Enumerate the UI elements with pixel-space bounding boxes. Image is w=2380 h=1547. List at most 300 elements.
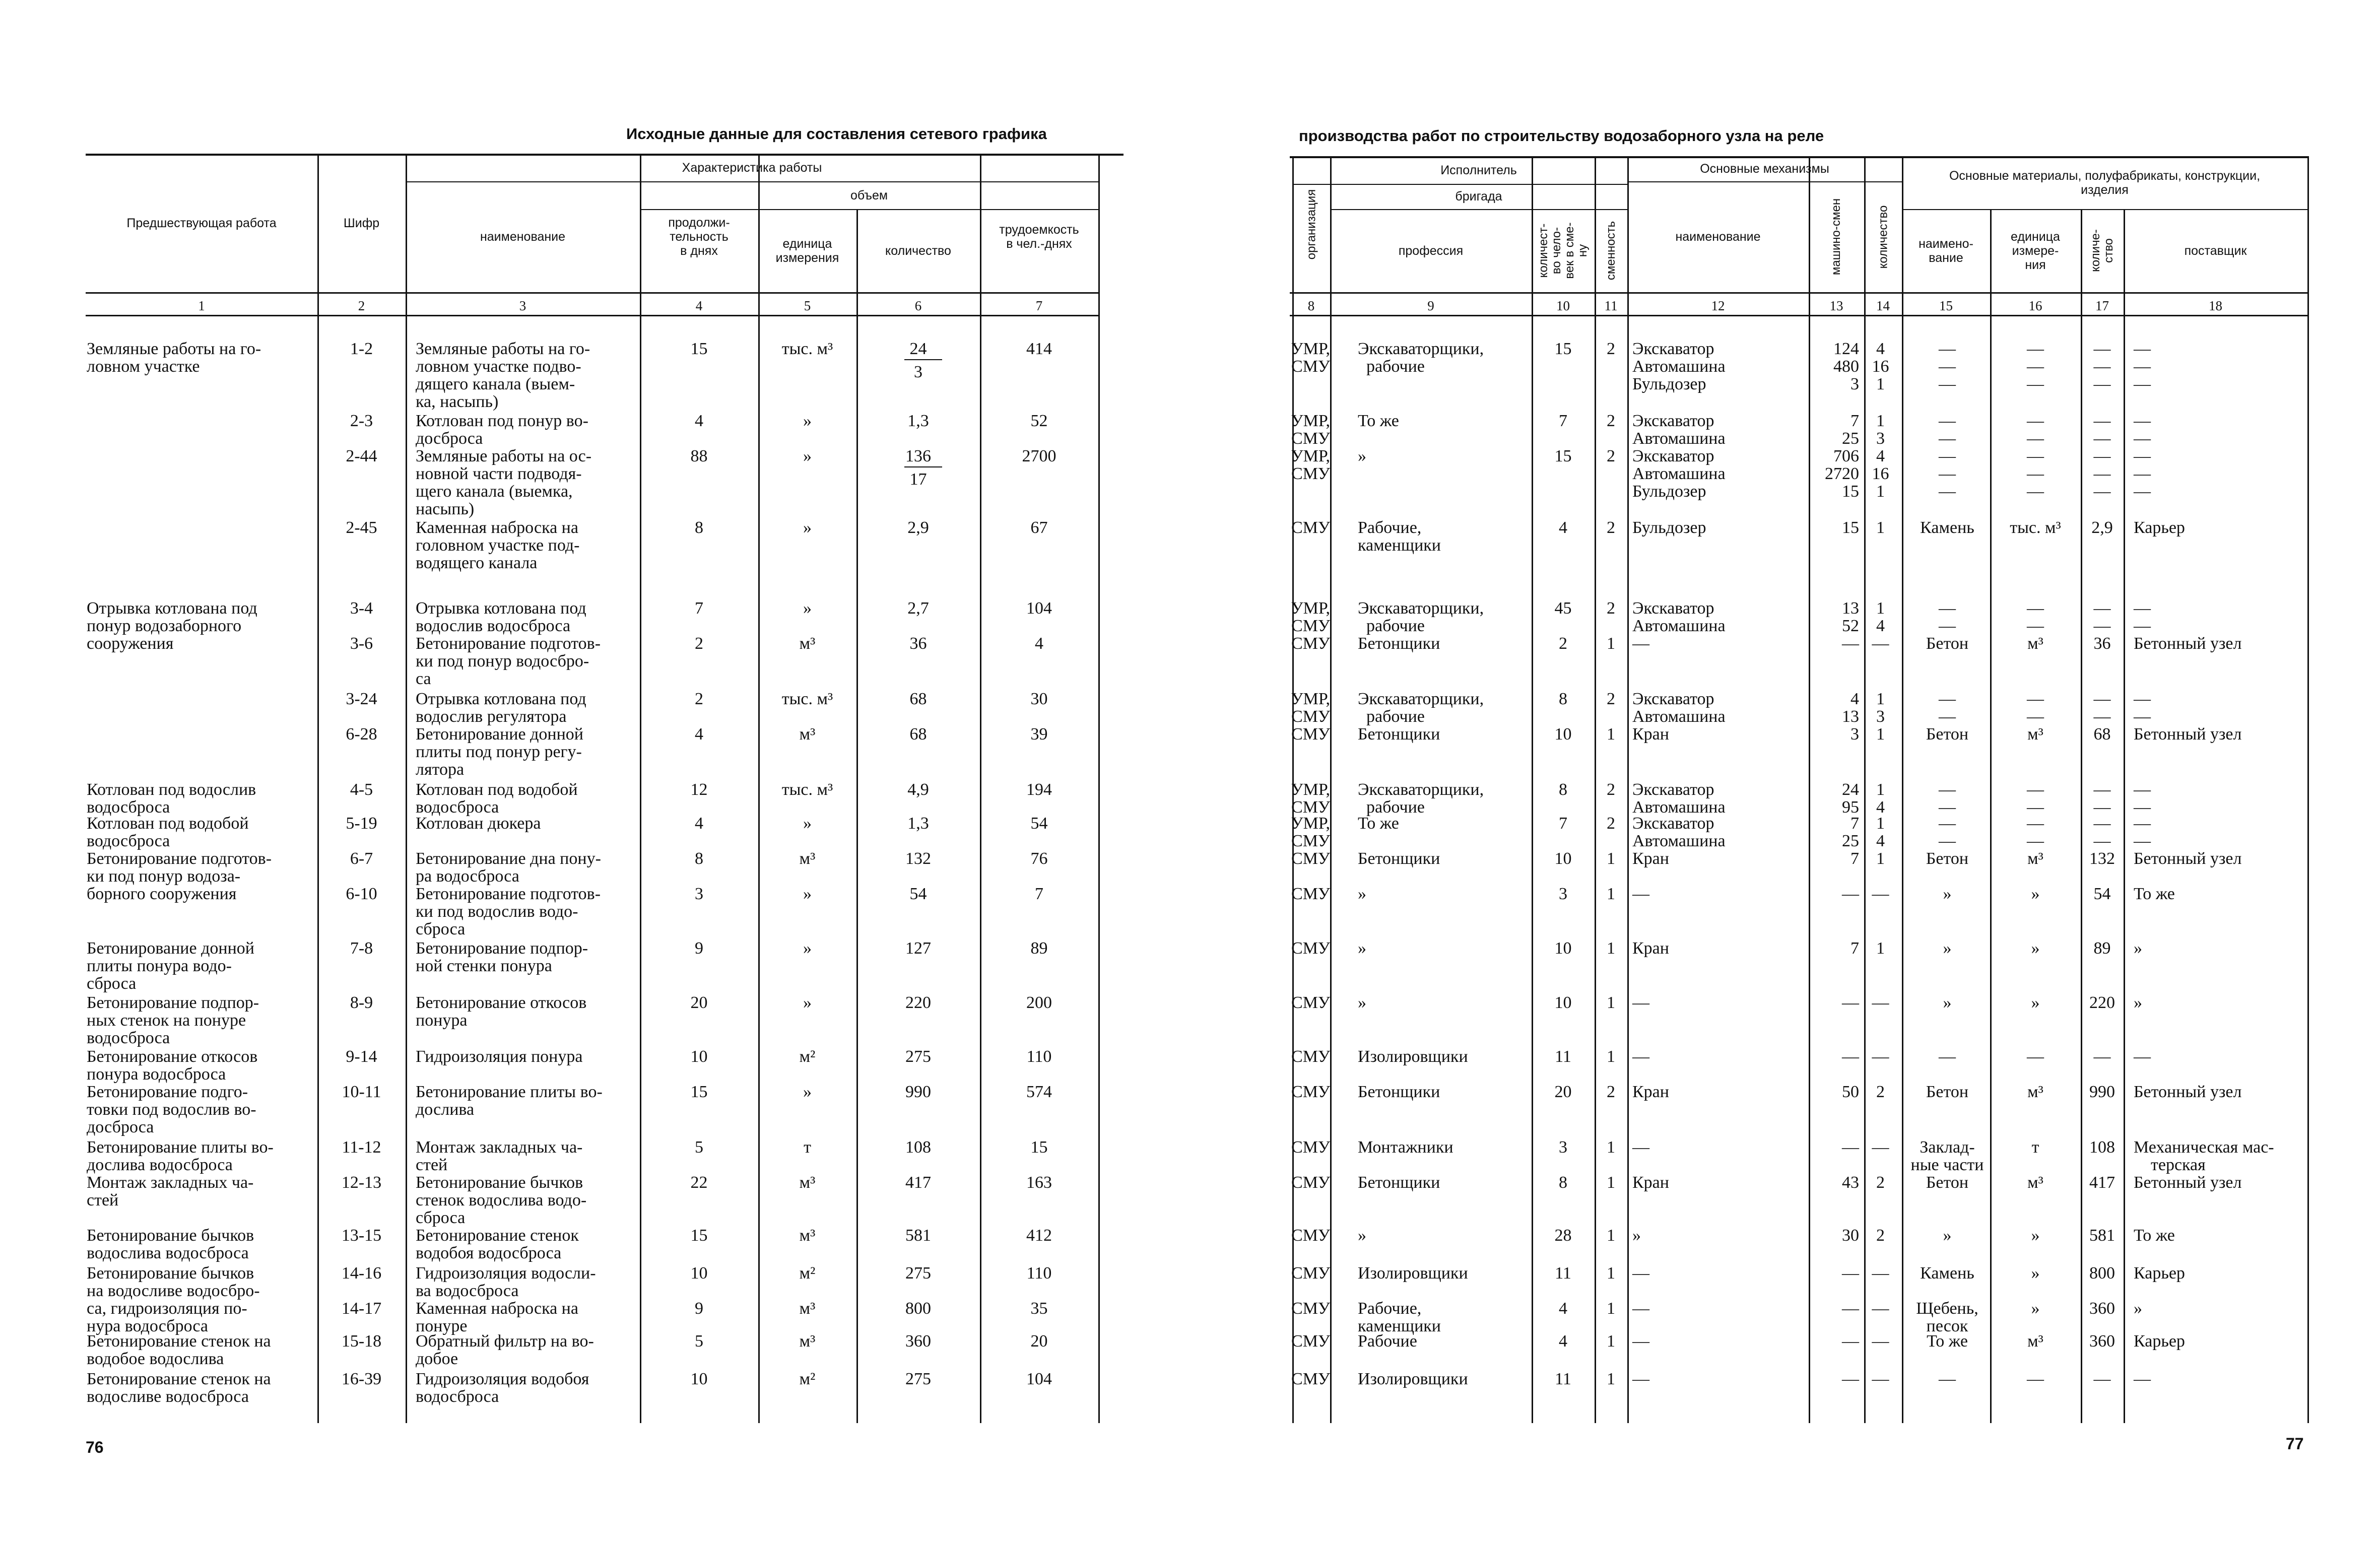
column-number: 1 xyxy=(198,298,205,313)
labor-person-days: 104 xyxy=(1026,1370,1052,1388)
header-material-unit: единица измере- ния xyxy=(2011,229,2060,272)
volume-unit: » xyxy=(803,447,812,465)
labor-person-days: 412 xyxy=(1026,1226,1052,1245)
predecessor-work: Котлован под водобой водосброса xyxy=(87,814,249,850)
material-quantity: 36 xyxy=(2093,634,2111,653)
material-quantity: 89 xyxy=(2093,939,2111,958)
profession: Рабочие, каменщики xyxy=(1358,518,1441,555)
material-name: » xyxy=(1943,885,1952,903)
column-divider xyxy=(2307,156,2309,1423)
material-quantity: 2,9 xyxy=(2091,518,2113,537)
volume-unit: » xyxy=(803,939,812,958)
volume-unit: м³ xyxy=(799,1332,816,1351)
supplier: — xyxy=(2134,1370,2151,1388)
supplier: Бетонный узел xyxy=(2134,849,2242,868)
volume-quantity: 2,7 xyxy=(907,599,929,618)
profession: Изолировщики xyxy=(1358,1370,1468,1388)
work-name: Обратный фильтр на во- добое xyxy=(416,1332,594,1368)
organization: СМУ xyxy=(1291,1264,1330,1283)
supplier: Механическая мас- терская xyxy=(2134,1138,2274,1174)
mechanism-count: — xyxy=(1872,1332,1889,1351)
machine-shifts: 124 480 3 xyxy=(1833,340,1859,393)
people-per-shift: 7 xyxy=(1559,412,1567,430)
volume-quantity: 220 xyxy=(905,993,931,1012)
column-divider xyxy=(1627,156,1629,1423)
labor-person-days: 35 xyxy=(1030,1299,1048,1318)
organization: СМУ xyxy=(1291,725,1330,744)
duration-days: 9 xyxy=(695,1299,703,1318)
predecessor-work: Земляные работы на го- ловном участке xyxy=(87,340,261,376)
right-header-bottom-rule xyxy=(1290,292,2307,294)
mechanism-count: 4 16 1 xyxy=(1872,447,1889,501)
material-unit: т xyxy=(2031,1138,2039,1157)
volume-quantity: 1,3 xyxy=(907,412,929,430)
profession: Рабочие xyxy=(1358,1332,1417,1351)
header-main-mechanisms: Основные механизмы xyxy=(1700,162,1829,176)
material-quantity: 132 xyxy=(2089,849,2115,868)
column-number: 12 xyxy=(1711,298,1725,313)
predecessor-work: Монтаж закладных ча- стей xyxy=(87,1173,254,1209)
volume-unit: тыс. м³ xyxy=(781,340,833,358)
volume-unit: » xyxy=(803,885,812,903)
volume-unit: м² xyxy=(799,1370,816,1388)
shifts: 1 xyxy=(1607,1138,1615,1157)
material-name: » xyxy=(1943,939,1952,958)
mechanism-count: — xyxy=(1872,634,1889,653)
header-shifts: сменность xyxy=(1604,221,1618,281)
material-name: — — — xyxy=(1939,447,1956,501)
material-unit: — — xyxy=(2027,780,2044,817)
mechanism-count: 1 4 xyxy=(1876,599,1885,635)
profession: Экскаваторщики, рабочие xyxy=(1358,340,1484,376)
machine-shifts: 50 xyxy=(1842,1083,1859,1101)
predecessor-work: Бетонирование донной плиты понура водо- сброса xyxy=(87,939,254,993)
volume-quantity: 275 xyxy=(905,1370,931,1388)
organization: УМР, СМУ xyxy=(1291,447,1330,483)
organization: СМУ xyxy=(1291,939,1330,958)
machine-shifts: — xyxy=(1842,1370,1859,1388)
left-header-bottom-rule xyxy=(86,292,1098,294)
mechanism-count: 4 16 1 xyxy=(1872,340,1889,393)
work-name: Гидроизоляция водобоя водосброса xyxy=(416,1370,589,1406)
header-executor: Исполнитель xyxy=(1440,163,1517,177)
material-unit: » xyxy=(2031,939,2040,958)
duration-days: 10 xyxy=(690,1264,708,1283)
labor-person-days: 4 xyxy=(1035,634,1043,653)
mechanism-name: — xyxy=(1632,1332,1649,1351)
profession: » xyxy=(1358,447,1366,465)
shifts: 1 xyxy=(1607,849,1615,868)
profession: Экскаваторщики, рабочие xyxy=(1358,599,1484,635)
mechanism-name: Кран xyxy=(1632,939,1669,958)
volume-quantity: 2,9 xyxy=(907,518,929,537)
column-number: 6 xyxy=(914,298,922,313)
duration-days: 15 xyxy=(690,1226,708,1245)
material-unit: » xyxy=(2031,1226,2040,1245)
volume-quantity: 275 xyxy=(905,1264,931,1283)
mechanism-name: » xyxy=(1632,1226,1641,1245)
work-code: 16-39 xyxy=(341,1370,382,1388)
machine-shifts: — xyxy=(1842,1138,1859,1157)
mechanism-count: — xyxy=(1872,1047,1889,1066)
duration-days: 3 xyxy=(695,885,703,903)
work-name: Бетонирование откосов понура xyxy=(416,993,587,1030)
people-per-shift: 3 xyxy=(1559,1138,1567,1157)
work-code: 14-16 xyxy=(341,1264,382,1283)
predecessor-work: Бетонирование стенок на водобое водослива xyxy=(87,1332,271,1368)
machine-shifts: — xyxy=(1842,1264,1859,1283)
material-quantity: 417 xyxy=(2089,1173,2115,1192)
work-name: Отрывка котлована под водослив водосброса xyxy=(416,599,586,635)
organization: УМР, СМУ xyxy=(1291,340,1330,376)
work-code: 7-8 xyxy=(350,939,373,958)
mechanism-name: Экскаватор Автомашина xyxy=(1632,412,1726,448)
shifts: 1 xyxy=(1607,1299,1615,1318)
organization: УМР, СМУ xyxy=(1291,599,1330,635)
left-colnum-bottom-rule xyxy=(86,315,1098,316)
work-code: 6-10 xyxy=(346,885,377,903)
material-name: — — — xyxy=(1939,340,1956,393)
volume-unit: » xyxy=(803,993,812,1012)
material-quantity: — — xyxy=(2093,814,2111,850)
work-code: 5-19 xyxy=(346,814,377,833)
labor-person-days: 110 xyxy=(1026,1047,1052,1066)
machine-shifts: 7 25 xyxy=(1842,814,1859,850)
mechanism-count: — xyxy=(1872,1138,1889,1157)
volume-unit: м² xyxy=(799,1047,816,1066)
supplier: Бетонный узел xyxy=(2134,725,2242,744)
profession: Экскаваторщики, рабочие xyxy=(1358,690,1484,726)
shifts: 1 xyxy=(1607,939,1615,958)
mechanism-count: — xyxy=(1872,1264,1889,1283)
supplier: То же xyxy=(2134,1226,2175,1245)
shifts: 1 xyxy=(1607,1173,1615,1192)
shifts: 1 xyxy=(1607,1370,1615,1388)
people-per-shift: 10 xyxy=(1554,939,1572,958)
profession: Бетонщики xyxy=(1358,1173,1440,1192)
supplier: » xyxy=(2134,1299,2142,1318)
people-per-shift: 10 xyxy=(1554,849,1572,868)
organization: УМР, СМУ xyxy=(1291,814,1330,850)
mechanism-name: Бульдозер xyxy=(1632,518,1706,537)
labor-person-days: 76 xyxy=(1030,849,1048,868)
supplier: — — xyxy=(2134,412,2151,448)
machine-shifts: 30 xyxy=(1842,1226,1859,1245)
material-unit: м³ xyxy=(2027,634,2043,653)
duration-days: 20 xyxy=(690,993,708,1012)
material-quantity: — — xyxy=(2093,690,2111,726)
material-unit: — — xyxy=(2027,599,2044,635)
column-number: 8 xyxy=(1307,298,1315,313)
column-number: 15 xyxy=(1939,298,1953,313)
work-code: 3-4 xyxy=(350,599,373,618)
material-name: Бетон xyxy=(1926,1083,1969,1101)
volume-unit: » xyxy=(803,814,812,833)
profession: Рабочие, каменщики xyxy=(1358,1299,1441,1335)
material-quantity: — — — xyxy=(2093,340,2111,393)
mechanism-name: — xyxy=(1632,1264,1649,1283)
mechanism-count: — xyxy=(1872,1299,1889,1318)
material-quantity: — xyxy=(2093,1047,2111,1066)
predecessor-work: Бетонирование стенок на водосливе водосброса xyxy=(87,1370,271,1406)
mechanism-name: Экскаватор Автомашина xyxy=(1632,814,1726,850)
work-code: 1-2 xyxy=(350,340,373,358)
volume-unit: » xyxy=(803,412,812,430)
mechanism-name: Экскаватор Автомашина xyxy=(1632,599,1726,635)
machine-shifts: 3 xyxy=(1850,725,1859,744)
people-per-shift: 15 xyxy=(1554,340,1572,358)
material-unit: м³ xyxy=(2027,1332,2043,1351)
column-divider xyxy=(317,154,319,1423)
mechanism-count: 2 xyxy=(1876,1173,1885,1192)
column-divider xyxy=(406,154,407,1423)
work-name: Котлован дюкера xyxy=(416,814,541,833)
volume-quantity: 1,3 xyxy=(907,814,929,833)
duration-days: 2 xyxy=(695,634,703,653)
column-divider xyxy=(2124,209,2125,1423)
header-material-quantity: количе- ство xyxy=(2088,229,2115,272)
mechanism-name: — xyxy=(1632,1047,1649,1066)
column-number: 5 xyxy=(804,298,811,313)
machine-shifts: 4 13 xyxy=(1842,690,1859,726)
column-number: 4 xyxy=(695,298,703,313)
material-name: — — xyxy=(1939,780,1956,817)
mechanism-count: 2 xyxy=(1876,1226,1885,1245)
supplier: Карьер xyxy=(2134,1264,2185,1283)
supplier: Бетонный узел xyxy=(2134,1083,2242,1101)
shifts: 2 xyxy=(1607,518,1615,537)
material-name: Бетон xyxy=(1926,725,1969,744)
labor-person-days: 89 xyxy=(1030,939,1048,958)
organization: СМУ xyxy=(1291,1047,1330,1066)
column-divider xyxy=(1098,154,1100,1423)
mechanism-name: Кран xyxy=(1632,849,1669,868)
column-number: 11 xyxy=(1604,298,1618,313)
work-name: Котлован под понур во- досброса xyxy=(416,412,588,448)
work-name: Бетонирование подпор- ной стенки понура xyxy=(416,939,588,975)
work-name: Бетонирование бычков стенок водослива водо- сброса xyxy=(416,1173,587,1227)
mechanism-name: Кран xyxy=(1632,1083,1669,1101)
profession: Изолировщики xyxy=(1358,1047,1468,1066)
material-quantity: 220 xyxy=(2089,993,2115,1012)
volume-quantity-denominator: 17 xyxy=(909,470,927,489)
material-quantity: 54 xyxy=(2093,885,2111,903)
machine-shifts: 7 25 xyxy=(1842,412,1859,448)
material-name: Бетон xyxy=(1926,1173,1969,1192)
material-name: » xyxy=(1943,993,1952,1012)
organization: СМУ xyxy=(1291,849,1330,868)
mechanism-count: 1 4 xyxy=(1876,780,1885,817)
work-name: Бетонирование подготов- ки под понур водосбро- са xyxy=(416,634,601,688)
work-code: 3-24 xyxy=(346,690,377,708)
people-per-shift: 10 xyxy=(1554,725,1572,744)
column-number: 10 xyxy=(1556,298,1570,313)
mechanism-name: — xyxy=(1632,885,1649,903)
labor-person-days: 15 xyxy=(1030,1138,1048,1157)
work-name: Котлован под водобой водосброса xyxy=(416,780,578,817)
people-per-shift: 4 xyxy=(1559,1299,1567,1318)
shifts: 2 xyxy=(1607,412,1615,430)
machine-shifts: 7 xyxy=(1850,939,1859,958)
material-quantity: 360 xyxy=(2089,1299,2115,1318)
duration-days: 10 xyxy=(690,1047,708,1066)
header-main-materials: Основные материалы, полуфабрикаты, конструкции, изделия xyxy=(1949,168,2261,197)
volume-unit: т xyxy=(804,1138,811,1157)
volume-quantity: 36 xyxy=(909,634,927,653)
work-name: Каменная наброска на понуре xyxy=(416,1299,578,1335)
material-unit: — — xyxy=(2027,814,2044,850)
people-per-shift: 28 xyxy=(1554,1226,1572,1245)
volume-unit: » xyxy=(803,1083,812,1101)
volume-quantity: 4,9 xyxy=(907,780,929,799)
machine-shifts: — xyxy=(1842,1299,1859,1318)
volume-quantity: 132 xyxy=(905,849,931,868)
work-code: 3-6 xyxy=(350,634,373,653)
material-unit: тыс. м³ xyxy=(2010,518,2061,537)
machine-shifts: — xyxy=(1842,993,1859,1012)
work-name: Бетонирование донной плиты под понур регу- лятора xyxy=(416,725,583,779)
material-unit: — — xyxy=(2027,690,2044,726)
volume-unit: » xyxy=(803,599,812,618)
profession: » xyxy=(1358,885,1366,903)
volume-quantity: 54 xyxy=(909,885,927,903)
duration-days: 8 xyxy=(695,849,703,868)
labor-person-days: 414 xyxy=(1026,340,1052,358)
labor-person-days: 52 xyxy=(1030,412,1048,430)
organization: УМР, СМУ xyxy=(1291,780,1330,817)
material-name: — — xyxy=(1939,412,1956,448)
header-code: Шифр xyxy=(343,216,380,230)
mechanism-name: Экскаватор Автомашина Бульдозер xyxy=(1632,447,1726,501)
work-name: Земляные работы на го- ловном участке подво- дящего канала (выем- ка, насыпь) xyxy=(416,340,590,411)
material-quantity: — — xyxy=(2093,412,2111,448)
labor-person-days: 30 xyxy=(1030,690,1048,708)
material-name: — xyxy=(1939,1370,1956,1388)
shifts: 2 xyxy=(1607,599,1615,618)
work-code: 2-45 xyxy=(346,518,377,537)
header-work-name: наименование xyxy=(480,230,566,244)
duration-days: 2 xyxy=(695,690,703,708)
volume-unit: м³ xyxy=(799,1299,816,1318)
profession: Бетонщики xyxy=(1358,634,1440,653)
mechanism-name: Экскаватор Автомашина xyxy=(1632,780,1726,817)
mechanism-name: — xyxy=(1632,1138,1649,1157)
duration-days: 22 xyxy=(690,1173,708,1192)
mechanism-name: — xyxy=(1632,1370,1649,1388)
predecessor-work: Бетонирование подготов- ки под понур водоза- борного сооружения xyxy=(87,849,272,903)
duration-days: 15 xyxy=(690,340,708,358)
header-quantity: количество xyxy=(885,243,951,258)
work-code: 6-7 xyxy=(350,849,373,868)
supplier: — — xyxy=(2134,780,2151,817)
mechanism-name: Экскаватор Автомашина Бульдозер xyxy=(1632,340,1726,393)
work-name: Гидроизоляция понура xyxy=(416,1047,583,1066)
work-code: 9-14 xyxy=(346,1047,377,1066)
header-material-name: наимено- вание xyxy=(1919,236,1973,265)
shifts: 1 xyxy=(1607,1047,1615,1066)
supplier: Бетонный узел xyxy=(2134,1173,2242,1192)
column-number: 2 xyxy=(358,298,365,313)
material-unit: » xyxy=(2031,1299,2040,1318)
duration-days: 15 xyxy=(690,1083,708,1101)
work-name: Бетонирование дна пону- ра водосброса xyxy=(416,849,601,886)
shifts: 1 xyxy=(1607,1226,1615,1245)
predecessor-work: са, гидроизоляция по- нура водосброса xyxy=(87,1299,247,1335)
profession: » xyxy=(1358,993,1366,1012)
volume-quantity-denominator: 3 xyxy=(914,363,922,381)
work-code: 14-17 xyxy=(341,1299,382,1318)
mechanism-name: — xyxy=(1632,634,1649,653)
material-name: » xyxy=(1943,1226,1952,1245)
column-number: 13 xyxy=(1829,298,1843,313)
header-machine-shifts: машино-смен xyxy=(1829,198,1843,276)
material-name: — — xyxy=(1939,814,1956,850)
material-name: — — xyxy=(1939,599,1956,635)
organization: УМР, СМУ xyxy=(1291,412,1330,448)
profession: То же xyxy=(1358,412,1399,430)
labor-person-days: 67 xyxy=(1030,518,1048,537)
mechanism-count: — xyxy=(1872,885,1889,903)
profession: Изолировщики xyxy=(1358,1264,1468,1283)
column-divider xyxy=(640,154,641,1423)
volume-quantity: 800 xyxy=(905,1299,931,1318)
material-name: То же xyxy=(1927,1332,1968,1351)
work-code: 12-13 xyxy=(341,1173,382,1192)
profession: » xyxy=(1358,939,1366,958)
header-volume: объем xyxy=(850,188,888,203)
mechanism-count: 1 xyxy=(1876,518,1885,537)
material-name: Щебень, песок xyxy=(1916,1299,1978,1335)
people-per-shift: 8 xyxy=(1559,780,1567,799)
material-unit: — xyxy=(2027,1047,2044,1066)
work-code: 11-12 xyxy=(342,1138,381,1157)
volume-quantity: 360 xyxy=(905,1332,931,1351)
header-mechanism-count: количество xyxy=(1876,205,1890,268)
volume-quantity: 581 xyxy=(905,1226,931,1245)
people-per-shift: 45 xyxy=(1554,599,1572,618)
predecessor-work: Отрывка котлована под понур водозаборного сооружения xyxy=(87,599,257,653)
volume-quantity: 68 xyxy=(909,690,927,708)
volume-unit: м³ xyxy=(799,1226,816,1245)
people-per-shift: 11 xyxy=(1555,1264,1571,1283)
work-code: 2-44 xyxy=(346,447,377,465)
people-per-shift: 20 xyxy=(1554,1083,1572,1101)
volume-unit: м² xyxy=(799,1264,816,1283)
mechanism-name: Кран xyxy=(1632,1173,1669,1192)
people-per-shift: 11 xyxy=(1555,1047,1571,1066)
work-name: Монтаж закладных ча- стей xyxy=(416,1138,583,1174)
shifts: 2 xyxy=(1607,340,1615,358)
work-code: 15-18 xyxy=(341,1332,382,1351)
duration-days: 7 xyxy=(695,599,703,618)
material-name: — — xyxy=(1939,690,1956,726)
left-page-number: 76 xyxy=(86,1438,104,1456)
supplier: Карьер xyxy=(2134,1332,2185,1351)
column-number: 9 xyxy=(1427,298,1434,313)
supplier: — — xyxy=(2134,690,2151,726)
organization: СМУ xyxy=(1291,1299,1330,1318)
material-unit: — — xyxy=(2027,412,2044,448)
material-unit: » xyxy=(2031,993,2040,1012)
labor-person-days: 110 xyxy=(1026,1264,1052,1283)
mechanism-name: — xyxy=(1632,1299,1649,1318)
fraction-bar xyxy=(904,359,942,360)
volume-quantity: 68 xyxy=(909,725,927,744)
header-mechanism-name: наименование xyxy=(1675,230,1761,244)
material-unit: — — — xyxy=(2027,340,2044,393)
column-number: 18 xyxy=(2209,298,2222,313)
shifts: 1 xyxy=(1607,1264,1615,1283)
